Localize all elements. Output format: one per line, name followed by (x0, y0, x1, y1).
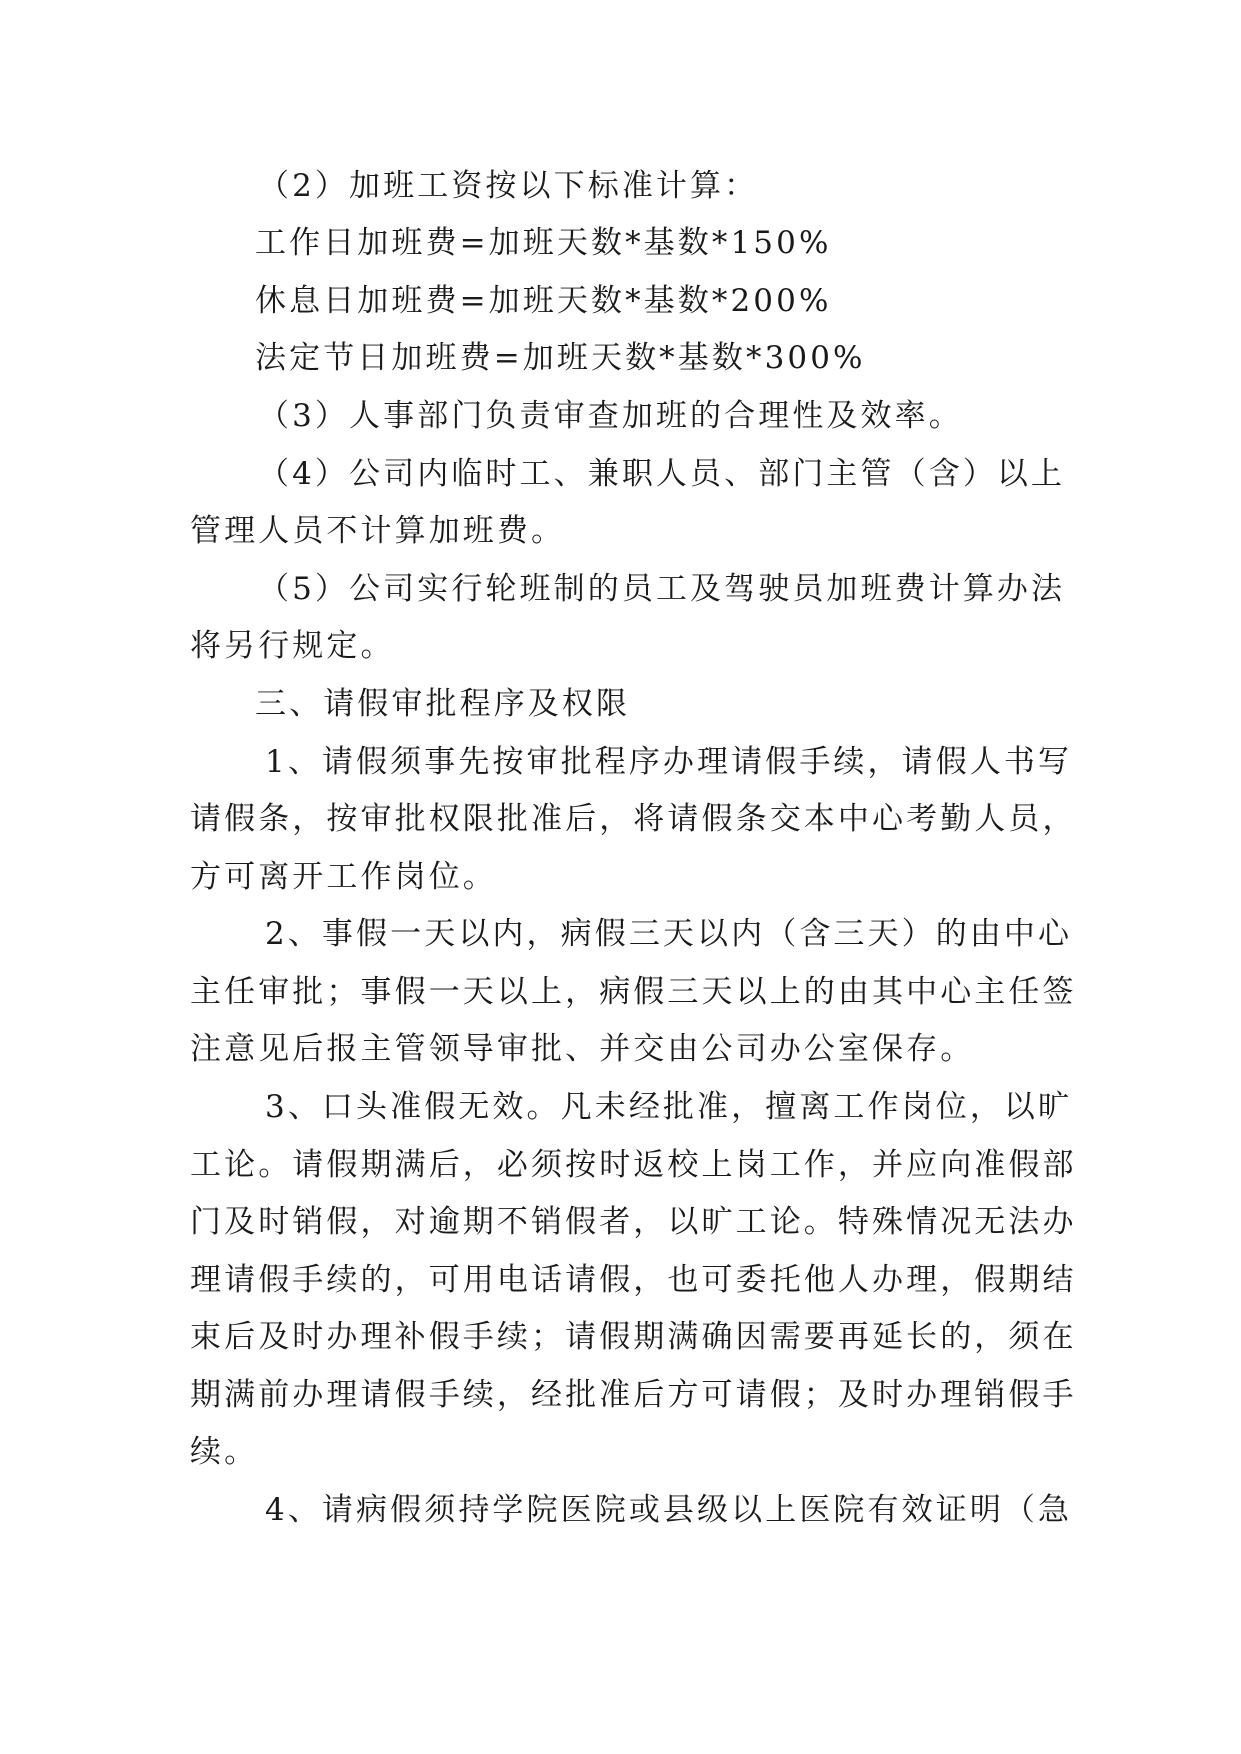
leave-rule-3-line-4: 理请假手续的，可用电话请假，也可委托他人办理，假期结 (190, 1262, 1077, 1298)
hr-review-clause: （3）人事部门负责审查加班的合理性及效率。 (258, 398, 963, 434)
leave-rule-1-line-3: 方可离开工作岗位。 (190, 859, 497, 895)
excluded-staff-clause-line-2: 管理人员不计算加班费。 (190, 513, 566, 549)
leave-rule-4-line-1: 4、请病假须持学院医院或县级以上医院有效证明（急 (265, 1492, 1073, 1528)
workday-overtime-formula: 工作日加班费=加班天数*基数*150% (255, 225, 832, 261)
leave-rule-3-line-6: 期满前办理请假手续，经批准后方可请假；及时办理销假手 (190, 1377, 1077, 1413)
restday-overtime-formula: 休息日加班费=加班天数*基数*200% (255, 283, 832, 319)
section-heading-leave-approval: 三、请假审批程序及权限 (255, 686, 631, 722)
leave-rule-2-line-1: 2、事假一天以内，病假三天以内（含三天）的由中心 (265, 916, 1073, 952)
leave-rule-3-line-2: 工论。请假期满后，必须按时返校上岗工作，并应向准假部 (190, 1147, 1077, 1183)
leave-rule-2-line-3: 注意见后报主管领导审批、并交由公司办公室保存。 (190, 1031, 975, 1067)
leave-rule-3-line-3: 门及时销假，对逾期不销假者，以旷工论。特殊情况无法办 (190, 1204, 1077, 1240)
excluded-staff-clause-line-1: （4）公司内临时工、兼职人员、部门主管（含）以上 (258, 456, 1066, 492)
leave-rule-3-line-5: 束后及时办理补假手续；请假期满确因需要再延长的，须在 (190, 1319, 1077, 1355)
leave-rule-2-line-2: 主任审批；事假一天以上，病假三天以上的由其中心主任签 (190, 974, 1077, 1010)
leave-rule-3-line-1: 3、口头准假无效。凡未经批准，擅离工作岗位，以旷 (265, 1089, 1073, 1125)
leave-rule-3-line-7: 续。 (190, 1434, 259, 1470)
overtime-pay-standard-heading: （2）加班工资按以下标准计算： (258, 168, 759, 204)
shift-driver-clause-line-2: 将另行规定。 (190, 628, 395, 664)
holiday-overtime-formula: 法定节日加班费=加班天数*基数*300% (255, 340, 866, 376)
shift-driver-clause-line-1: （5）公司实行轮班制的员工及驾驶员加班费计算办法 (258, 571, 1066, 607)
leave-rule-1-line-2: 请假条，按审批权限批准后，将请假条交本中心考勤人员， (190, 801, 1077, 837)
leave-rule-1-line-1: 1、请假须事先按审批程序办理请假手续，请假人书写 (265, 744, 1073, 780)
